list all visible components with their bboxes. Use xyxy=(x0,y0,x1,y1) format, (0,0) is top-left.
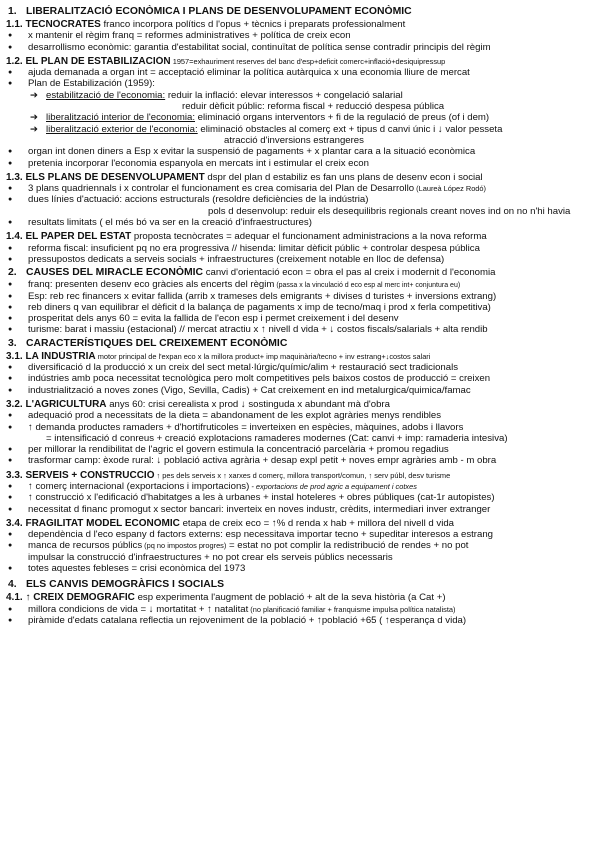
document-page xyxy=(6,4,596,626)
section-heading: 3. CARACTERÍSTIQUES DEL CREIXEMENT ECONÒMIC xyxy=(8,337,288,349)
bullet-item: ● millora condicions de vida = ↓ mortatitat + ↑ natalitat (no planificació familiar + franquisme impulsa política natalista) xyxy=(6,604,596,615)
arrow-icon: ➔ xyxy=(30,89,39,101)
bullet-item: ● pressupostos dedicats a serveis socials + infraestructures (creixement notable en lloc de defensa) xyxy=(6,254,596,265)
bullet-item: ● desarrollismo econòmic: garantia d'estabilitat social, continuïtat de política sense contradir principis del règim xyxy=(6,42,596,53)
bullet-item: ● Plan de Estabilización (1959): xyxy=(6,78,596,89)
bullet-item: ● reb diners q van equilibrar el dèficit d la balança de pagaments x imp de tecno/maq i prod x ferla competitiva) xyxy=(6,302,596,313)
bullet-item: ● franq: presenten desenv eco gràcies als encerts del règim (passa x la vinculació d eco esp al merc int+ conjuntura eu) xyxy=(6,279,596,290)
continuation-line: pols d desenvolup: reduir els desequilibris regionals creant noves ind on no n'hi havia xyxy=(208,205,571,217)
bullet-item: ● prosperitat dels anys 60 = evita la fallida de l'econ esp i permet creixement i del desenv xyxy=(6,313,596,324)
subsection-heading: 1.3. ELS PLANS DE DESENVOLUPAMENT dspr del plan d estabiliz es fan uns plans de desenv econ i social xyxy=(6,171,483,183)
subsection-heading: 1.1. TECNÒCRATES franco incorpora polítics d l'opus + tècnics i preparats professionalment xyxy=(6,19,406,30)
bullet-item: ● x mantenir el règim franq = reformes administratives + política de creix econ xyxy=(6,30,596,41)
subsection-heading: 3.4. FRAGILITAT MODEL ECONÒMIC etapa de creix eco = ↑% d renda x hab + millora del nivell d vida xyxy=(6,517,455,529)
bullet-item: ● ↑ comerç internacional (exportacions i importacions) - exportacions de prod agric a equipament i cotxes xyxy=(6,481,596,492)
arrow-item: ➔ liberalització exterior de l'economia: eliminació obstacles al comerç ext + tipus d canvi únic i ↓ valor pesseta xyxy=(30,123,503,135)
bullet-item: ● ↑ construcció x l'edificació d'habitatges a les à urbanes + instal hoteleres + obres públiques (cat-1r autopistes) xyxy=(6,492,596,503)
section-heading: 2. CAUSES DEL MIRACLE ECONÒMIC canvi d'orientació econ = obra el pas al creix i modernit d l'economia xyxy=(8,267,496,279)
bullet-item: ● reforma fiscal: insuficient pq no era progressiva // hisenda: limitar dèficit públic + controlar despesa pública xyxy=(6,243,596,254)
bullet-item: ● totes aquestes febleses = crisi econòmica del 1973 xyxy=(6,563,596,574)
bullet-item: ● diversificació d la producció x un creix del sect metal·lúrgic/químic/alim + restauració sect tradicionals xyxy=(6,362,596,373)
arrow-icon: ➔ xyxy=(30,123,39,135)
bullet-item: ● ↑ demanda productes ramaders + d'hortifruticoles = inverteixen en espècies, màquines, adobs i llavors xyxy=(6,422,596,433)
bullet-item: ● per millorar la rendibilitat de l'agric el govern estimula la concentració parcelària + promou regadius xyxy=(6,444,596,455)
continuation-line: impulsar la construcció d'infraestructures + no pot crear els serveis públics necessaris xyxy=(28,551,393,563)
bullet-item: ● trasformar camp: èxode rural: ↓ població activa agrària + desap expl petit + noves empr agràries amb - m obra xyxy=(6,455,596,466)
subsection-heading: 1.2. EL PLAN DE ESTABILIZACIÓN 1957=exhauriment reserves del banc d'esp+deficit comerc+inflació+desiquipressup xyxy=(6,55,446,67)
arrow-item: ➔ liberalització interior de l'economia: eliminació organs interventors + fi de la regulació de preus (of i dem) xyxy=(30,112,490,124)
continuation-line: = intensificació d conreus + creació explotacions ramaderes modernes (Cat: canvi + imp: ramaderia intesiva) xyxy=(46,432,508,444)
arrow-item: ➔ estabilització de l'economia: reduir la inflació: elevar interessos + congelació salarial xyxy=(30,89,403,101)
bullet-item: ● 3 plans quadriennals i x controlar el funcionament es crea comisaria del Plan de Desarrollo (Laureà López Rodó) xyxy=(6,183,596,194)
bullet-item: ● dependència d l'eco espany d factors externs: esp necessitava importar tecno + supeditar interesos a estrang xyxy=(6,529,596,540)
bullet-item: ● piràmide d'edats catalana reflectia un rejoveniment de la població + ↑població +65 ( ↑esperança d vida) xyxy=(6,615,596,626)
bullet-item: ● adequació prod a necessitats de la dieta = abandonament de les explot agràries menys rendibles xyxy=(6,410,596,421)
section-heading: 4. ELS CANVIS DEMOGRÀFICS I SOCIALS xyxy=(8,579,225,591)
bullet-item: ● necessitat d financ promogut x sector bancari: inverteix en noves industr, crèdits, intermediari inver extranger xyxy=(6,504,596,515)
section-heading: 1. LIBERALITZACIÓ ECONÒMICA I PLANS DE DESENVOLUPAMENT ECONÒMIC xyxy=(8,6,412,17)
bullet-item: ● dues línies d'actuació: accions estructurals (resoldre deficiències de la indústria) xyxy=(6,194,596,205)
arrow-icon: ➔ xyxy=(30,112,39,124)
bullet-item: ● pretenia incorporar l'economia espanyola en mercats int i estimular el creix econ xyxy=(6,158,596,169)
bullet-item: ● organ int donen diners a Esp x evitar la suspensió de pagaments + x plantar cara a la situació econòmica xyxy=(6,146,596,157)
continuation-line: atracció d'inversions estrangeres xyxy=(224,134,364,146)
bullet-item: ● industrialització a noves zones (Vigo, Sevilla, Cadis) + Cat creixement en ind metalurgica/quimica/famac xyxy=(6,385,596,396)
bullet-item: ● Esp: reb rec financers x evitar fallida (arrib x trameses dels emigrants + divises d turistes + inversions extrang) xyxy=(6,291,596,302)
bullet-item: ● ajuda demanada a organ int = acceptació eliminar la política autàrquica x una economia lliure de mercat xyxy=(6,67,596,78)
bullet-item: ● indústries amb poca necessitat tecnològica pero molt competitives pels baixos costos de producció = creixen xyxy=(6,373,596,384)
continuation-line: reduir dèficit públic: reforma fiscal + reducció despesa pública xyxy=(182,101,445,113)
subsection-heading: 4.1. ↑ CREIX DEMOGRÀFIC esp experimenta l'augment de població + alt de la seva història (a Cat +) xyxy=(6,592,446,604)
bullet-item: ● manca de recursos públics (pq no impostos progres) = estat no pot complir la redistribució de rendes + no pot xyxy=(6,540,596,551)
subsection-heading: 3.3. SERVEIS + CONSTRUCCIÓ ↑ pes dels serveis x ↑ xarxes d comerç, millora transport/comun, ↑ serv públ, desv turisme xyxy=(6,469,451,481)
subsection-heading: 3.1. LA INDÚSTRIA motor principal de l'expan eco x la millora product+ imp maquinària/tecno + inv estrang+↓costos salari xyxy=(6,350,431,362)
subsection-heading: 3.2. L'AGRICULTURA anys 60: crisi cerealista x prod ↓ sostinguda x abundant mà d'obra xyxy=(6,398,390,410)
subsection-heading: 1.4. EL PAPER DEL ESTAT proposta tecnòcrates = adequar el funcionament administracions a la nova reforma xyxy=(6,231,487,243)
bullet-item: ● turisme: barat i massiu (estacional) // mercat atractiu x ↑ nivell d vida + ↓ costos fiscals/salarials + alta rendib xyxy=(6,324,596,335)
bullet-item: ● resultats limitats ( el més bó va ser en la creació d'infraestructures) xyxy=(6,217,596,228)
